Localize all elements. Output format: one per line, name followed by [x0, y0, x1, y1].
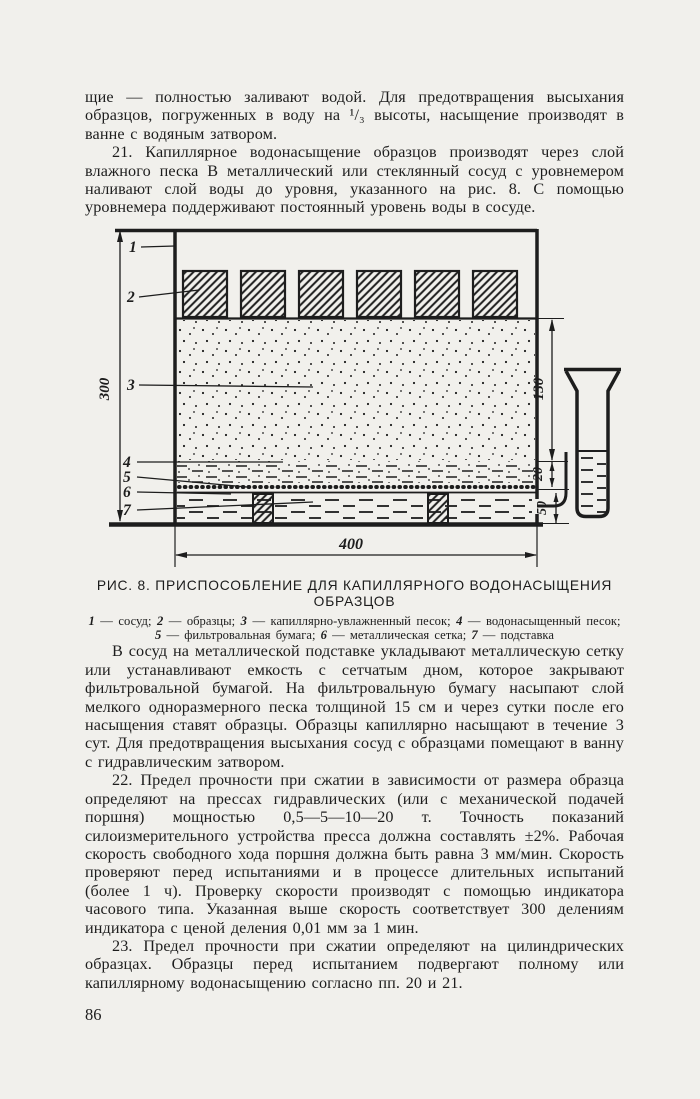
legend-item: 5 — фильтровальная бумага;: [155, 627, 321, 642]
paragraph-22: 22. Предел прочности при сжатии в зависимости от размера образца определяют на прессах гидравлических (или с механической подачей поршня) мощностью 0,5—5—10—20 т. Точность показаний силоизмерительного устройства пресса должна составлять ±2%. Рабочая скорость свободного хода поршня должна быть равна 3 мм/мин. Скорость проверяют перед испытаниями и в процессе длительных испытаний (более 1 ч). Проверку скорости производят с помощью индикатора часового типа. Указанная выше скорость соответствует 300 делениям индикатора с ценой деления 0,01 мм за 1 мин.: [85, 771, 624, 937]
figure-caption: [85, 578, 624, 643]
page-number: 86: [85, 1005, 102, 1025]
figure-legend: [89, 615, 621, 643]
callout-2: 2: [127, 288, 135, 306]
figure-8: [85, 221, 624, 643]
svg-text:300: 300: [97, 377, 113, 401]
svg-text:130: 130: [531, 377, 547, 401]
paragraph-21: 21. Капиллярное водонасыщение образцов производят через слой влажного песка В металлический или стеклянный сосуд с уровнемером наливают слой воды до уровня, указанного на рис. 8. С помощью уровнемера поддерживают постоянный уровень воды в сосуде.: [85, 143, 624, 217]
filter-paper-and-mesh: [177, 487, 569, 493]
paragraph-body-2: В сосуд на металлической подставке укладывают металлическую сетку или устанавливают емкость с сетчатым дном, которое закрывают фильтровальной бумагой. На фильтровальную бумагу насыпают слой мелкого одноразмерного песка толщиной 15 см и через сутки после его насыщения ставят образцы. Образцы капиллярно насыщают в течение 3 сут. Для предотвращения высыхания сосуд с образцами помещают в ванну с гидравлическим затвором.: [85, 642, 624, 771]
callout-7: 7: [123, 501, 131, 519]
dimension-50: [535, 493, 569, 524]
callout-5: 5: [123, 468, 131, 486]
paragraph-23: 23. Предел прочности при сжатии определяют на цилиндрических образцах. Образцы перед испытанием подвергают полному или капиллярному водонасыщению согласно пп. 20 и 21.: [85, 936, 624, 992]
svg-text:50: 50: [535, 500, 550, 515]
legend-item: 4 — водонасыщенный песок;: [456, 613, 621, 628]
dimension-400: [175, 536, 537, 558]
paragraph-continuation: щие — полностью заливают водой. Для предотвращения высыхания образцов, погруженных в воду на ¹/₃ высоты, насыщение производят в ванне с водяным затвором.: [85, 88, 624, 143]
callout-4: 4: [123, 453, 131, 471]
svg-text:400: 400: [339, 535, 363, 553]
svg-text:20: 20: [531, 466, 546, 481]
figure-8-diagram: [85, 221, 645, 573]
legend-item: 7 — подставка: [471, 627, 554, 642]
callout-6: 6: [123, 483, 131, 501]
callout-1: 1: [129, 238, 137, 256]
sample-blocks: [183, 271, 517, 317]
capillary-sand-layer: [175, 318, 564, 460]
dimension-300: [97, 230, 123, 522]
legend-item: 6 — металлическая сетка;: [320, 627, 472, 642]
figure-caption-line1: РИС. 8. ПРИСПОСОБЛЕНИЕ ДЛЯ КАПИЛЛЯРНОГО ВОДОНАСЫЩЕНИЯ: [96, 577, 613, 593]
legend-item: 1 — сосуд;: [88, 613, 157, 628]
callout-3: 3: [127, 376, 135, 394]
saturated-sand-layer: [177, 461, 568, 483]
figure-caption-line2: ОБРАЗЦОВ: [313, 594, 396, 610]
water-and-stand: [177, 494, 535, 523]
legend-item: 3 — капиллярно-увлажненный песок;: [240, 613, 457, 628]
legend-item: 2 — образцы;: [156, 613, 241, 628]
